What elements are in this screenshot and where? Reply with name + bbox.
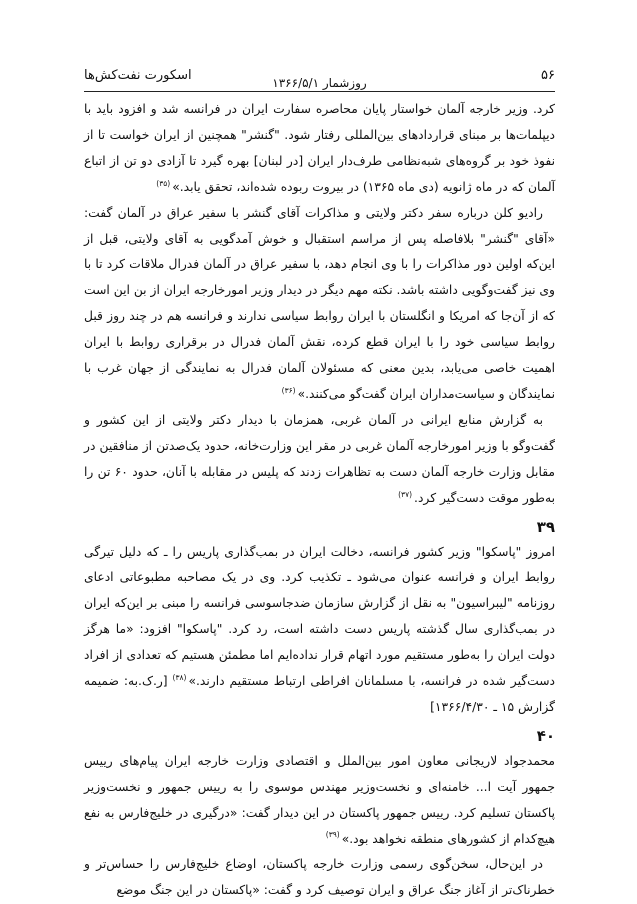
paragraph-text: در این‌حال، سخن‌گوی رسمی وزارت خارجه پاکستان، اوضاع خلیج‌فارس را حساس‌تر و خطرناک‌تر از آغاز جنگ عراق و ایران توصیف کرد و گفت: «پاکستان در این جنگ موضع [84, 857, 555, 898]
section-number: ۴۰ [536, 726, 555, 745]
paragraph-text: به گزارش منابع ایرانی در آلمان غربی، همزمان با دیدار دکتر ولایتی از این کشور و گفت‌وگو با وزیر امورخارجه آلمان غربی در مقر این وزارت‌خانه، حدود یک‌صدتن از منافقین در مقابل وزارت خارجه آلمان دست به تظاهرات زدند که پلیس در مقابله با آنان، حدود ۶۰ تن را به‌طور موقت دست‌گیر کرد. [84, 412, 555, 505]
paragraph [84, 540, 555, 721]
paragraph [84, 201, 555, 408]
footnote-ref: (۳۹) [325, 830, 340, 840]
paragraph [84, 749, 555, 853]
footnote-ref: (۳۶) [281, 385, 296, 395]
paragraph [84, 97, 555, 201]
footnote-ref: (۳۵) [156, 178, 171, 188]
paragraph-text: امروز "پاسکوا" وزیر کشور فرانسه، دخالت ایران در بمب‌گذاری پاریس را ـ که دلیل تیرگی روابط ایران و فرانسه عنوان می‌شود ـ تکذیب کرد. وی در یک مصاحبه مطبوعاتی ادعای روزنامه "لیبراسیون" به نقل از گزارش سازمان ضدجاسوسی فرانسه را مبنی بر این‌که ایران در بمب‌گذاری سال گذشته پاریس دست داشته است، رد کرد. "پاسکوا" افزود: «ما هرگز دولت ایران را به‌طور مستقیم مورد اتهام قرار نداده‌ایم اما مطمئن هستیم که تعدادی از افراد دست‌گیر شده در فرانسه، با مسلمانان افراطی ارتباط مستقیم دارند.» [84, 544, 556, 689]
header-rule [84, 91, 555, 92]
journal-date: روزشمار ۱۳۶۶/۵/۱ [272, 76, 367, 90]
footnote-ref: (۳۷) [398, 489, 413, 499]
footnote-ref: (۳۸) [172, 672, 187, 682]
paragraph-text: محمدجواد لاریجانی معاون امور بین‌الملل و اقتصادی وزارت خارجه ایران پیام‌های رییس جمهور آیت ا... خامنه‌ای و نخست‌وزیر مهندس موسوی را به رییس جمهور و نخست‌وزیر پاکستان تسلیم کرد. رییس جمهور پاکستان در این دیدار گفت: «درگیری در خلیج‌فارس به نفع هیچ‌کدام از کشورهای منطقه نخواهد بود.» [84, 753, 555, 846]
paragraph [84, 852, 555, 904]
paragraph-text: کرد. وزیر خارجه آلمان خواستار پایان محاصره سفارت ایران در فرانسه شد و افزود باید با دیپلمات‌ها بر مبنای قراردادهای بین‌المللی رفتار شود. "گنشر" همچنین از ایران خواست تا از نفوذ خود بر گروه‌های شبه‌نظامی طرف‌دار ایران [در لبنان] بهره گیرد تا آزادی دو تن از اتباع آلمان که در ماه ژانویه (دی ماه ۱۳۶۵) در بیروت ربوده شده‌اند، تحقق یابد.» [84, 102, 555, 194]
page-body [84, 97, 555, 904]
page-number: ۵۶ [541, 68, 555, 83]
page-header [84, 64, 555, 90]
book-title: اسکورت نفت‌کش‌ها [84, 68, 192, 83]
paragraph [84, 408, 555, 512]
cross-reference: [ر.ک.به: ضمیمه گزارش ۱۵ ـ ۱۳۶۶/۴/۳۰] [84, 674, 555, 714]
paragraph-text: رادیو کلن درباره سفر دکتر ولایتی و مذاکرات آقای گنشر با سفیر عراق در آلمان گفت: «آقای "گنشر" بلافاصله پس از مراسم استقبال و خوش آمدگویی به آقای ولایتی، قبل از این‌که اولین دور مذاکرات را با وی انجام دهد، با سفیر عراق در آلمان فدرال ملاقات کرد تا با وی نیز گفت‌وگویی داشته باشد. نکته مهم دیگر در دیدار وزیر امورخارجه ایران از بن این است که از آن‌جا که امریکا و انگلستان با ایران روابط سیاسی ندارند و فرانسه هم در چند روز قبل روابط سیاسی خود را با ایران قطع کرده، نقش آلمان فدرال در برقراری روابط با ایران اهمیت خاصی می‌یابد، بدین معنی که مسئولان آلمان فدرال به نمایندگی از جهان غرب با نمایندگان و سیاست‌مداران ایران گفت‌گو می‌کنند.» [84, 205, 555, 401]
section-number: ۳۹ [536, 517, 555, 536]
